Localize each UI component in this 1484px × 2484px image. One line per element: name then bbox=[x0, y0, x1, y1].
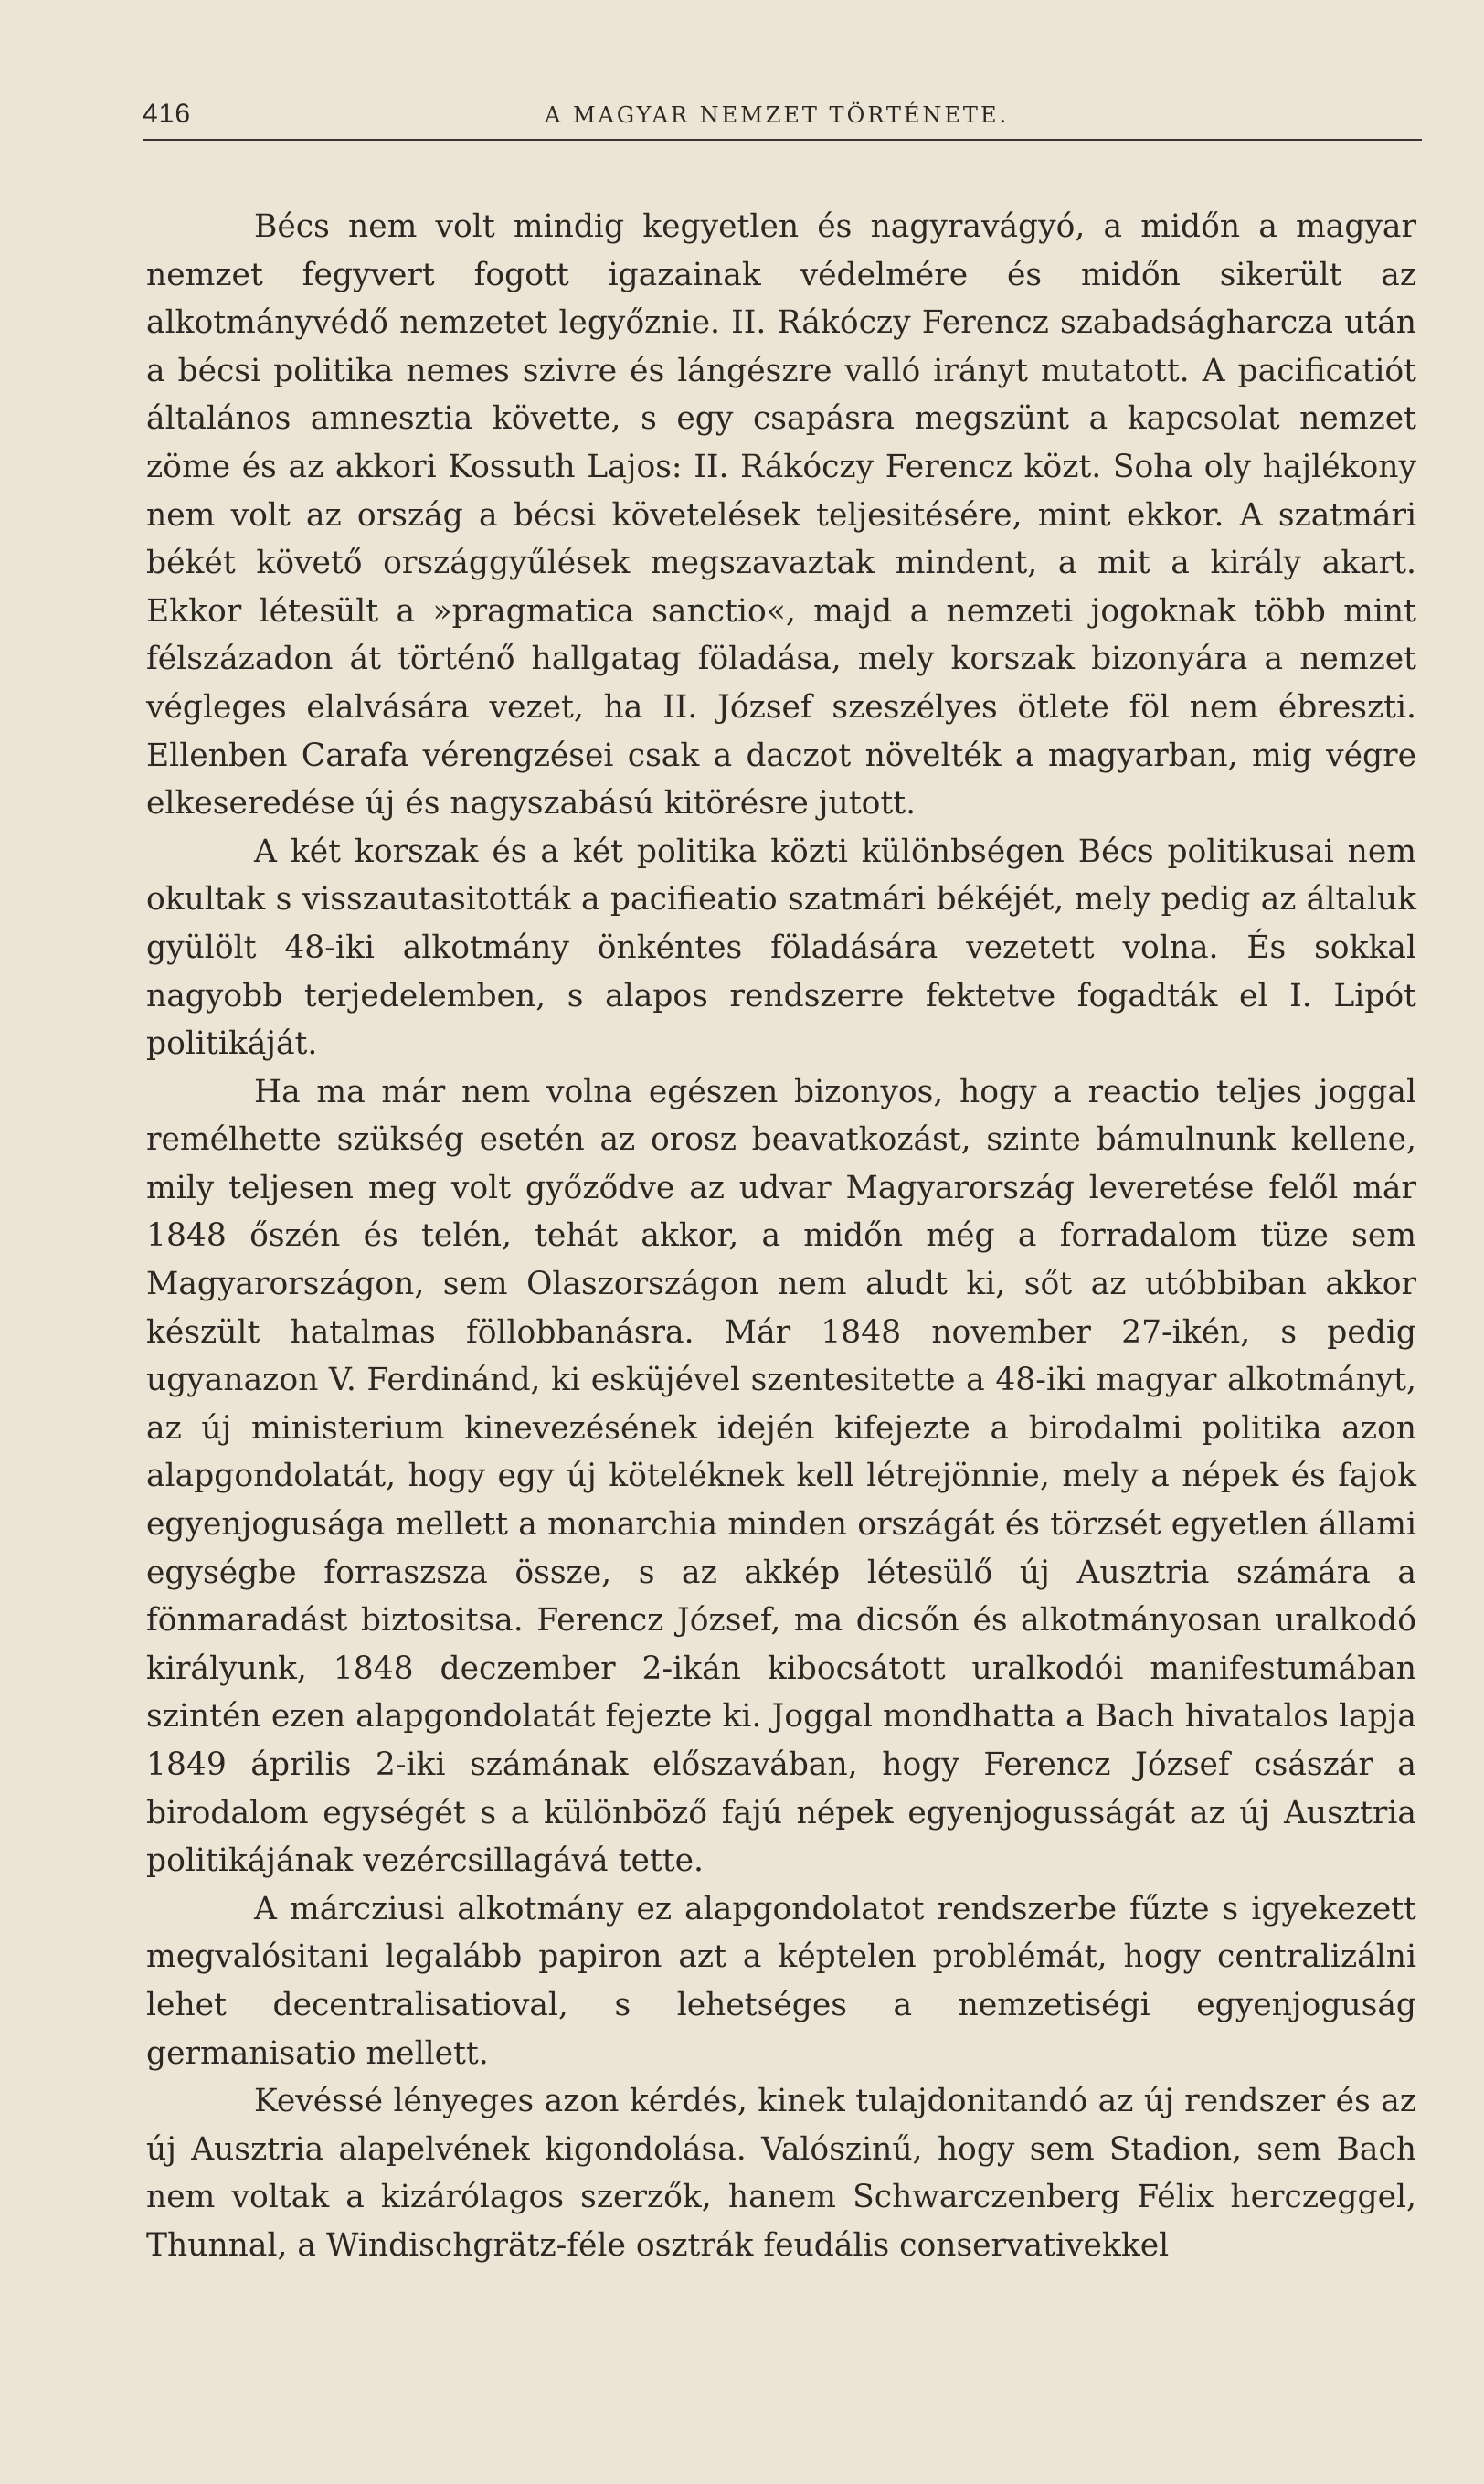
paragraph-5: Kevéssé lényeges azon kérdés, kinek tulajdonitandó az új rendszer és az új Ausztria alapelvének kigondolása. Valószinű, hogy sem Stadion, sem Bach nem voltak a kizárólagos szerzők, hanem Schwarczenberg Félix herczeggel, Thunnal, a Windischgrätz-féle osztrák feudális conservativekkel bbox=[146, 2083, 1416, 2264]
paragraph-1: Bécs nem volt mindig kegyetlen és nagyravágyó, a midőn a magyar nemzet fegyvert fogott igazainak védelmére és midőn sikerült az alkotmányvédő nemzetet legyőznie. II. Rákóczy Ferencz szabadságharcza után a bécsi politika nemes szivre és lángészre valló irányt mutatott. A pacificatiót általános amnesztia követte, s egy csapásra megszünt a kapcsolat nemzet zöme és az akkori Kossuth Lajos: II. Rákóczy Ferencz közt. Soha oly hajlékony nem volt az ország a bécsi követelések teljesitésére, mint ekkor. A szatmári békét követő országgyűlések megszavaztak mindent, a mit a király akart. Ekkor létesült a »pragmatica sanctio«, majd a nemzeti jogoknak több mint félszázadon át történő hallgatag föladása, mely korszak bizonyára a nemzet végleges elalvására vezet, ha II. József szeszélyes ötlete föl nem ébreszti. Ellenben Carafa vérengzései csak a daczot növelték a magyarban, mig végre elkeseredése új és nagyszabású kitörésre jutott. bbox=[146, 208, 1416, 823]
running-title: A MAGYAR NEMZET TÖRTÉNETE. bbox=[545, 102, 1010, 128]
paragraph-4: A márcziusi alkotmány ez alapgondolatot rendszerbe fűzte s igyekezett megvalósitani legalább papiron azt a képtelen problémát, hogy centralizálni lehet decentralisatioval, s lehetséges a nemzetiségi egyenjoguság germanisatio mellett. bbox=[146, 1890, 1416, 2072]
paragraph-3: Ha ma már nem volna egészen bizonyos, hogy a reactio teljes joggal remélhette szükség esetén az orosz beavatkozást, szinte bámulnunk kellene, mily teljesen meg volt győződve az udvar Magyarország leveretése felől már 1848 őszén és telén, tehát akkor, a midőn még a forradalom tüze sem Magyarországon, sem Olaszországon nem aludt ki, sőt az utóbbiban akkor készült hatalmas föllobbanásra. Már 1848 november 27-ikén, s pedig ugyanazon V. Ferdinánd, ki esküjével szentesitette a 48-iki magyar alkotmányt, az új ministerium kinevezésének idején kifejezte a birodalmi politika azon alapgondolatát, hogy egy új köteléknek kell létrejönnie, mely a népek és fajok egyenjogusága mellett a monarchia minden országát és törzsét egyetlen állami egységbe forraszsza össze, s az akkép létesülő új Ausztria számára a fönmaradást biztositsa. Ferencz József, ma dicsőn és alkotmányosan uralkodó királyunk, 1848 deczember 2-ikán kibocsátott uralkodói manifestumában szintén ezen alapgondolatát fejezte ki. Joggal mondhatta a Bach hivatalos lapja 1849 április 2-iki számának előszavában, hogy Ferencz József császár a birodalom egységét s a különböző fajú népek egyenjogusságát az új Ausztria politikájának vezércsillagává tette. bbox=[146, 1073, 1416, 1880]
paragraph-2: A két korszak és a két politika közti különbségen Bécs politikusai nem okultak s visszautasitották a pacifieatio szatmári békéjét, mely pedig az általuk gyülölt 48-iki alkotmány önkéntes föladására vezetett volna. És sokkal nagyobb terjedelemben, s alapos rendszerre fektetve fogadták el I. Lipót politikáját. bbox=[146, 833, 1416, 1063]
page-header bbox=[143, 99, 1411, 139]
header-rule bbox=[143, 139, 1422, 141]
page-number: 416 bbox=[143, 99, 192, 129]
body-text bbox=[146, 203, 1416, 2270]
